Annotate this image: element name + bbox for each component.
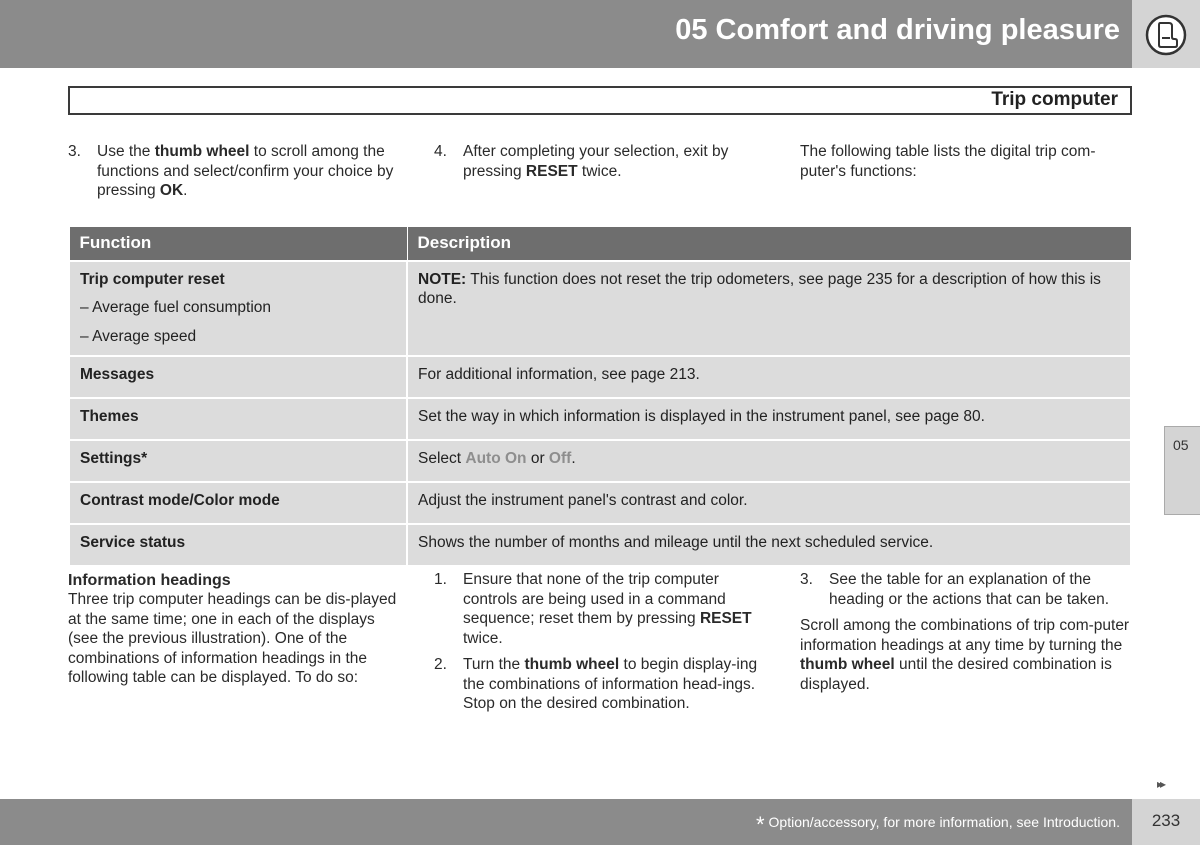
step-emphasis: thumb wheel	[154, 143, 250, 160]
intro-col-3	[800, 142, 1125, 188]
page-number-box	[1132, 799, 1200, 845]
step-text: Ensure that none of the trip computer controls are being used in a command sequence; reset them by pressing	[463, 571, 726, 627]
function-name: Trip computer reset	[80, 270, 225, 288]
chapter-title: 05 Comfort and driving pleasure	[675, 14, 1120, 46]
menu-option-off: Off	[548, 450, 572, 467]
function-cell: Contrast mode/Color mode	[69, 482, 407, 524]
step-emphasis: RESET	[525, 162, 578, 180]
footnote-text: Option/accessory, for more information, see Introduction.	[768, 814, 1120, 830]
step-3	[68, 142, 403, 201]
step-text: Turn the	[463, 656, 525, 673]
footnote	[756, 812, 1120, 838]
menu-option-auto-on: Auto On	[465, 450, 527, 467]
step-text: to scroll among the functions and select/confirm your choice by pressing	[97, 143, 394, 199]
description-text: Select	[418, 450, 466, 467]
paragraph-text: until the desired combination is displayed.	[800, 656, 1112, 693]
paragraph-emphasis: thumb wheel	[800, 656, 895, 673]
section-title: Trip computer	[991, 89, 1118, 110]
description-cell: Adjust the instrument panel's contrast and color.	[407, 482, 1131, 524]
step-number: 4.	[434, 143, 447, 160]
info-step-1	[434, 570, 769, 648]
step-number: 2.	[434, 656, 447, 673]
function-table	[68, 226, 1132, 567]
paragraph-text: Scroll among the combinations of trip com-puter information headings at any time by turning the	[800, 617, 1130, 654]
info-step-3	[800, 570, 1130, 609]
description-text: This function does not reset the trip odometers, see page 235 for a description of how this is done.	[418, 270, 1101, 307]
step-emphasis: RESET	[699, 610, 752, 627]
step-text: twice.	[463, 629, 503, 647]
function-cell	[69, 261, 407, 357]
step-emphasis: thumb wheel	[524, 656, 620, 673]
double-arrow-right-icon: ▸▸	[1157, 777, 1164, 791]
function-cell: Themes	[69, 398, 407, 440]
step-text: See the table for an explanation of the heading or the actions that can be taken.	[829, 571, 1110, 608]
table-row	[69, 398, 1131, 440]
intro-col-1	[68, 142, 403, 208]
function-subitem: – Average fuel consumption	[80, 299, 272, 316]
column-header-function: Function	[69, 227, 407, 261]
description-cell: For additional information, see page 213.	[407, 356, 1131, 398]
function-cell: Service status	[69, 524, 407, 566]
function-cell: Messages	[69, 356, 407, 398]
table-row	[69, 482, 1131, 524]
chapter-side-tab	[1164, 426, 1200, 515]
step-emphasis: OK	[159, 182, 184, 199]
intro-col-2	[434, 142, 764, 188]
note-label: NOTE:	[418, 270, 467, 288]
step-number: 3.	[800, 571, 813, 588]
table-header-row	[69, 227, 1131, 261]
info-text: Three trip computer headings can be dis-played at the same time; one in each of the displays (see the previous illustration). One of the combinations of information headings in the following table can be displayed. To do so:	[68, 591, 397, 686]
step-number: 1.	[434, 571, 447, 588]
page-number: 233	[1151, 811, 1181, 830]
step-number: 3.	[68, 143, 81, 160]
description-cell: Shows the number of months and mileage until the next scheduled service.	[407, 524, 1131, 566]
chapter-tab-label: 05	[1173, 437, 1189, 453]
description-cell	[407, 261, 1131, 357]
function-subitem: – Average speed	[80, 327, 197, 345]
table-row	[69, 261, 1131, 357]
table-intro-text: The following table lists the digital trip com-puter's functions:	[800, 143, 1096, 180]
column-header-description: Description	[407, 227, 1131, 261]
description-cell: Set the way in which information is displayed in the instrument panel, see page 80.	[407, 398, 1131, 440]
section-header	[68, 86, 1132, 115]
info-col-2	[434, 570, 769, 721]
table-row	[69, 440, 1131, 482]
scroll-text	[800, 616, 1130, 694]
step-text: .	[183, 182, 188, 199]
table-row	[69, 356, 1131, 398]
step-text: After completing your selection, exit by pressing	[463, 143, 729, 180]
step-text: to begin display-ing the combinations of information head-ings. Stop on the desired combination.	[463, 656, 758, 712]
info-step-2	[434, 655, 769, 714]
description-text: .	[571, 450, 576, 467]
description-cell	[407, 440, 1131, 482]
table-row	[69, 524, 1131, 566]
info-heading: Information headings	[68, 572, 231, 589]
description-text: or	[526, 450, 549, 467]
asterisk: *	[755, 812, 765, 837]
step-text: twice.	[577, 162, 622, 180]
seat-icon	[1145, 14, 1187, 56]
info-col-3	[800, 570, 1130, 701]
function-cell: Settings*	[69, 440, 407, 482]
info-col-1	[68, 571, 403, 688]
step-4	[434, 142, 764, 181]
step-text: Use the	[97, 143, 155, 160]
